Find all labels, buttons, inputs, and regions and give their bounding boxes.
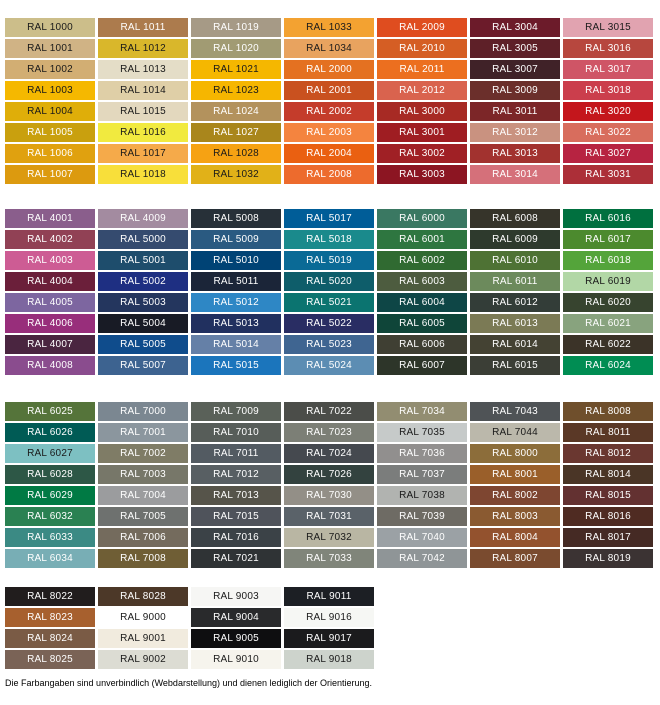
color-swatch: RAL 3016 <box>563 39 653 58</box>
color-swatch: RAL 8025 <box>5 650 95 669</box>
color-swatch: RAL 5009 <box>191 230 281 249</box>
color-chart-brown-white-black <box>5 587 653 669</box>
color-swatch: RAL 8028 <box>98 587 188 606</box>
color-swatch: RAL 1013 <box>98 60 188 79</box>
color-swatch: RAL 9005 <box>191 629 281 648</box>
color-swatch: RAL 5024 <box>284 356 374 375</box>
color-swatch: RAL 6029 <box>5 486 95 505</box>
color-swatch: RAL 6010 <box>470 251 560 270</box>
color-swatch: RAL 3012 <box>470 123 560 142</box>
color-swatch: RAL 3007 <box>470 60 560 79</box>
color-swatch: RAL 4009 <box>98 209 188 228</box>
color-swatch: RAL 6018 <box>563 251 653 270</box>
color-swatch: RAL 8022 <box>5 587 95 606</box>
color-swatch: RAL 5015 <box>191 356 281 375</box>
color-chart-grey-brown <box>5 402 653 568</box>
color-swatch: RAL 3014 <box>470 165 560 184</box>
color-swatch: RAL 7009 <box>191 402 281 421</box>
color-swatch: RAL 5008 <box>191 209 281 228</box>
color-swatch: RAL 7005 <box>98 507 188 526</box>
color-swatch: RAL 5020 <box>284 272 374 291</box>
color-swatch: RAL 1006 <box>5 144 95 163</box>
color-swatch: RAL 9001 <box>98 629 188 648</box>
color-swatch: RAL 7042 <box>377 549 467 568</box>
color-swatch: RAL 5013 <box>191 314 281 333</box>
color-swatch: RAL 8003 <box>470 507 560 526</box>
color-swatch: RAL 6019 <box>563 272 653 291</box>
color-swatch: RAL 8002 <box>470 486 560 505</box>
color-swatch: RAL 4006 <box>5 314 95 333</box>
color-swatch: RAL 3002 <box>377 144 467 163</box>
color-swatch: RAL 9002 <box>98 650 188 669</box>
color-swatch: RAL 5012 <box>191 293 281 312</box>
color-swatch: RAL 9003 <box>191 587 281 606</box>
color-swatch: RAL 8008 <box>563 402 653 421</box>
color-swatch: RAL 9017 <box>284 629 374 648</box>
color-swatch: RAL 1000 <box>5 18 95 37</box>
color-swatch: RAL 6003 <box>377 272 467 291</box>
color-swatch: RAL 5018 <box>284 230 374 249</box>
color-swatch: RAL 5017 <box>284 209 374 228</box>
color-swatch: RAL 9011 <box>284 587 374 606</box>
color-swatch: RAL 6028 <box>5 465 95 484</box>
color-swatch: RAL 7004 <box>98 486 188 505</box>
color-swatch: RAL 5011 <box>191 272 281 291</box>
color-swatch: RAL 7000 <box>98 402 188 421</box>
color-swatch: RAL 1012 <box>98 39 188 58</box>
color-swatch: RAL 7024 <box>284 444 374 463</box>
color-swatch: RAL 1015 <box>98 102 188 121</box>
color-swatch: RAL 3004 <box>470 18 560 37</box>
color-swatch: RAL 7023 <box>284 423 374 442</box>
color-swatch: RAL 6013 <box>470 314 560 333</box>
color-swatch: RAL 3027 <box>563 144 653 163</box>
color-swatch: RAL 4002 <box>5 230 95 249</box>
color-swatch: RAL 6017 <box>563 230 653 249</box>
color-swatch: RAL 2008 <box>284 165 374 184</box>
color-swatch: RAL 5000 <box>98 230 188 249</box>
color-swatch: RAL 5014 <box>191 335 281 354</box>
color-swatch: RAL 2003 <box>284 123 374 142</box>
color-swatch: RAL 7002 <box>98 444 188 463</box>
color-swatch: RAL 7038 <box>377 486 467 505</box>
color-swatch: RAL 2001 <box>284 81 374 100</box>
color-swatch: RAL 3001 <box>377 123 467 142</box>
color-swatch: RAL 6002 <box>377 251 467 270</box>
color-swatch: RAL 3000 <box>377 102 467 121</box>
color-swatch: RAL 6016 <box>563 209 653 228</box>
color-swatch: RAL 6034 <box>5 549 95 568</box>
color-swatch: RAL 1017 <box>98 144 188 163</box>
color-swatch: RAL 7022 <box>284 402 374 421</box>
color-swatch: RAL 6015 <box>470 356 560 375</box>
color-swatch: RAL 1033 <box>284 18 374 37</box>
color-swatch: RAL 9010 <box>191 650 281 669</box>
color-swatch: RAL 6001 <box>377 230 467 249</box>
color-swatch: RAL 6005 <box>377 314 467 333</box>
color-swatch: RAL 7037 <box>377 465 467 484</box>
color-swatch: RAL 5023 <box>284 335 374 354</box>
color-swatch: RAL 6032 <box>5 507 95 526</box>
color-swatch: RAL 7016 <box>191 528 281 547</box>
color-swatch: RAL 6011 <box>470 272 560 291</box>
color-swatch: RAL 3003 <box>377 165 467 184</box>
color-swatch: RAL 5019 <box>284 251 374 270</box>
color-swatch: RAL 6022 <box>563 335 653 354</box>
color-swatch: RAL 1023 <box>191 81 281 100</box>
color-swatch: RAL 7044 <box>470 423 560 442</box>
color-swatch: RAL 7011 <box>191 444 281 463</box>
color-swatch: RAL 5005 <box>98 335 188 354</box>
color-swatch: RAL 3015 <box>563 18 653 37</box>
color-swatch: RAL 6024 <box>563 356 653 375</box>
color-swatch: RAL 5007 <box>98 356 188 375</box>
color-swatch: RAL 8019 <box>563 549 653 568</box>
color-swatch: RAL 6033 <box>5 528 95 547</box>
color-swatch: RAL 8007 <box>470 549 560 568</box>
color-swatch: RAL 7006 <box>98 528 188 547</box>
color-swatch: RAL 1005 <box>5 123 95 142</box>
color-swatch: RAL 6004 <box>377 293 467 312</box>
color-chart-violet-blue-green <box>5 209 653 375</box>
color-swatch: RAL 1024 <box>191 102 281 121</box>
color-swatch: RAL 8000 <box>470 444 560 463</box>
color-swatch: RAL 2010 <box>377 39 467 58</box>
color-swatch: RAL 1021 <box>191 60 281 79</box>
color-swatch: RAL 1007 <box>5 165 95 184</box>
color-swatch: RAL 3009 <box>470 81 560 100</box>
color-swatch: RAL 9004 <box>191 608 281 627</box>
color-swatch: RAL 1011 <box>98 18 188 37</box>
color-swatch: RAL 3005 <box>470 39 560 58</box>
color-swatch: RAL 7033 <box>284 549 374 568</box>
color-swatch: RAL 7010 <box>191 423 281 442</box>
color-swatch: RAL 6000 <box>377 209 467 228</box>
color-swatch: RAL 3020 <box>563 102 653 121</box>
color-swatch: RAL 7013 <box>191 486 281 505</box>
color-swatch: RAL 4007 <box>5 335 95 354</box>
color-swatch: RAL 7034 <box>377 402 467 421</box>
color-swatch: RAL 7026 <box>284 465 374 484</box>
color-swatch: RAL 7012 <box>191 465 281 484</box>
color-swatch: RAL 1002 <box>5 60 95 79</box>
color-swatch: RAL 5010 <box>191 251 281 270</box>
color-swatch: RAL 8012 <box>563 444 653 463</box>
color-chart-yellow-orange-red <box>5 18 653 184</box>
color-swatch: RAL 9016 <box>284 608 374 627</box>
color-swatch: RAL 6006 <box>377 335 467 354</box>
color-swatch: RAL 9000 <box>98 608 188 627</box>
color-swatch: RAL 8015 <box>563 486 653 505</box>
color-swatch: RAL 2012 <box>377 81 467 100</box>
color-swatch: RAL 1028 <box>191 144 281 163</box>
color-swatch: RAL 4003 <box>5 251 95 270</box>
color-swatch: RAL 7031 <box>284 507 374 526</box>
color-swatch: RAL 8024 <box>5 629 95 648</box>
color-swatch: RAL 6008 <box>470 209 560 228</box>
disclaimer-note: Die Farbangaben sind unverbindlich (Webdarstellung) und dienen lediglich der Orientierung. <box>5 678 373 688</box>
color-swatch: RAL 4005 <box>5 293 95 312</box>
color-swatch: RAL 3013 <box>470 144 560 163</box>
color-swatch: RAL 8016 <box>563 507 653 526</box>
color-swatch: RAL 6020 <box>563 293 653 312</box>
color-swatch: RAL 2011 <box>377 60 467 79</box>
color-swatch: RAL 1032 <box>191 165 281 184</box>
color-swatch: RAL 7030 <box>284 486 374 505</box>
color-swatch: RAL 7036 <box>377 444 467 463</box>
color-swatch: RAL 5002 <box>98 272 188 291</box>
color-swatch: RAL 5003 <box>98 293 188 312</box>
color-swatch: RAL 7040 <box>377 528 467 547</box>
color-swatch: RAL 7035 <box>377 423 467 442</box>
color-swatch: RAL 3011 <box>470 102 560 121</box>
color-swatch: RAL 8004 <box>470 528 560 547</box>
color-swatch: RAL 6026 <box>5 423 95 442</box>
color-swatch: RAL 3031 <box>563 165 653 184</box>
color-swatch: RAL 8011 <box>563 423 653 442</box>
color-swatch: RAL 5021 <box>284 293 374 312</box>
color-swatch: RAL 4004 <box>5 272 95 291</box>
color-swatch: RAL 6027 <box>5 444 95 463</box>
color-swatch: RAL 7039 <box>377 507 467 526</box>
color-swatch: RAL 5004 <box>98 314 188 333</box>
color-swatch: RAL 6012 <box>470 293 560 312</box>
color-swatch: RAL 1019 <box>191 18 281 37</box>
color-swatch: RAL 3018 <box>563 81 653 100</box>
color-swatch: RAL 3017 <box>563 60 653 79</box>
color-swatch: RAL 1027 <box>191 123 281 142</box>
color-swatch: RAL 7032 <box>284 528 374 547</box>
color-swatch: RAL 1001 <box>5 39 95 58</box>
color-swatch: RAL 7008 <box>98 549 188 568</box>
color-swatch: RAL 6021 <box>563 314 653 333</box>
color-swatch: RAL 2009 <box>377 18 467 37</box>
color-swatch: RAL 2000 <box>284 60 374 79</box>
color-swatch: RAL 4008 <box>5 356 95 375</box>
color-swatch: RAL 7021 <box>191 549 281 568</box>
color-swatch: RAL 6009 <box>470 230 560 249</box>
color-swatch: RAL 7015 <box>191 507 281 526</box>
color-swatch: RAL 9018 <box>284 650 374 669</box>
color-swatch: RAL 1018 <box>98 165 188 184</box>
color-swatch: RAL 7003 <box>98 465 188 484</box>
color-swatch: RAL 8023 <box>5 608 95 627</box>
color-swatch: RAL 7043 <box>470 402 560 421</box>
color-swatch: RAL 1004 <box>5 102 95 121</box>
color-swatch: RAL 2002 <box>284 102 374 121</box>
color-swatch: RAL 8014 <box>563 465 653 484</box>
color-swatch: RAL 6007 <box>377 356 467 375</box>
color-swatch: RAL 7001 <box>98 423 188 442</box>
color-swatch: RAL 1020 <box>191 39 281 58</box>
color-swatch: RAL 6014 <box>470 335 560 354</box>
color-swatch: RAL 1034 <box>284 39 374 58</box>
color-swatch: RAL 5022 <box>284 314 374 333</box>
color-swatch: RAL 1003 <box>5 81 95 100</box>
color-swatch: RAL 6025 <box>5 402 95 421</box>
color-swatch: RAL 3022 <box>563 123 653 142</box>
color-swatch: RAL 1014 <box>98 81 188 100</box>
color-swatch: RAL 8017 <box>563 528 653 547</box>
color-swatch: RAL 1016 <box>98 123 188 142</box>
color-swatch: RAL 2004 <box>284 144 374 163</box>
color-swatch: RAL 8001 <box>470 465 560 484</box>
color-swatch: RAL 5001 <box>98 251 188 270</box>
color-swatch: RAL 4001 <box>5 209 95 228</box>
